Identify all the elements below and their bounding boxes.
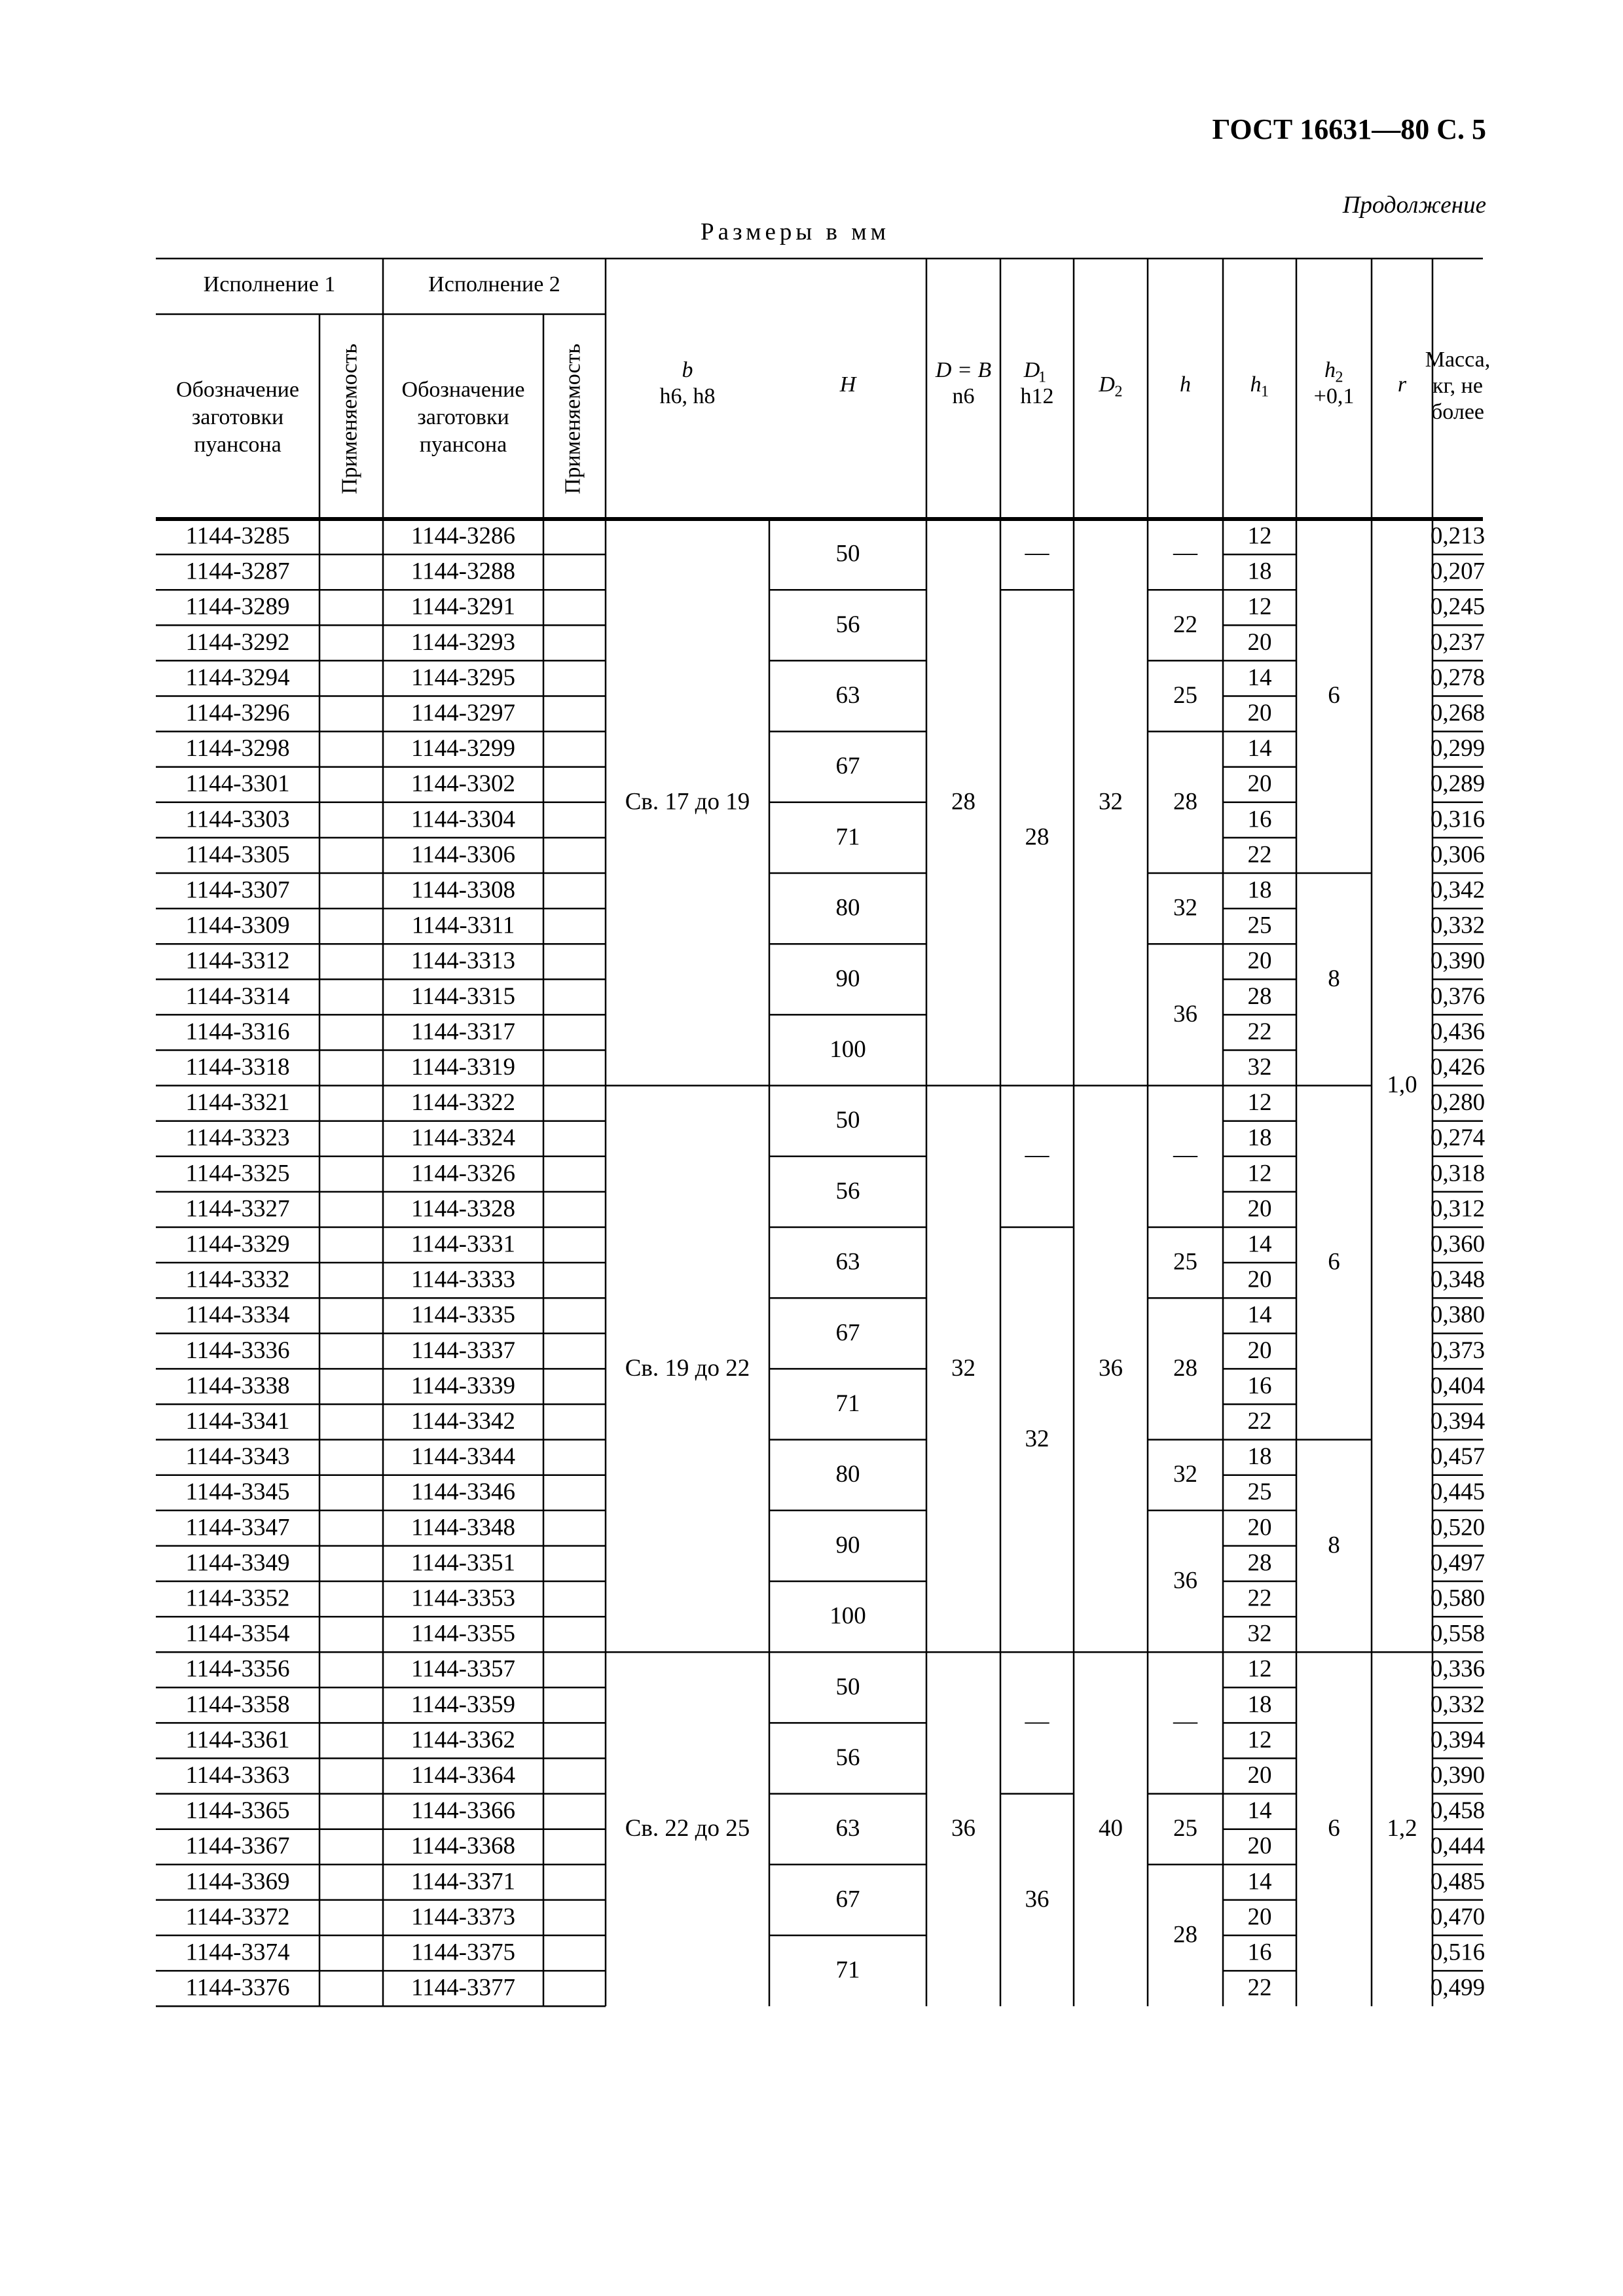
exec1-designation: 1144-3358: [185, 1691, 290, 1718]
h1-value: 14: [1247, 1797, 1272, 1825]
exec2-designation: 1144-3377: [411, 1974, 515, 2001]
mass-value: 0,558: [1430, 1620, 1486, 1647]
header-D2: D: [1099, 372, 1115, 397]
mass-value: 0,394: [1430, 1726, 1486, 1753]
mass-value: 0,497: [1430, 1549, 1486, 1577]
h1-value: 20: [1247, 1903, 1272, 1931]
h1-value: 22: [1247, 1408, 1272, 1435]
exec1-designation: 1144-3309: [185, 912, 290, 939]
h1-value: 12: [1247, 1655, 1272, 1683]
header-designation-1: Обозначение: [176, 377, 299, 402]
h1-value: 20: [1247, 1514, 1272, 1541]
exec1-designation: 1144-3367: [185, 1833, 290, 1860]
h1-value: 32: [1247, 1620, 1272, 1647]
h1-value: 20: [1247, 1762, 1272, 1789]
exec1-designation: 1144-3376: [185, 1974, 290, 2001]
h1-value: 28: [1247, 982, 1272, 1010]
mass-value: 0,274: [1430, 1124, 1486, 1152]
exec1-designation: 1144-3318: [185, 1054, 290, 1081]
exec2-designation: 1144-3315: [411, 982, 515, 1010]
h2-value: 6: [1328, 681, 1340, 709]
h1-value: 20: [1247, 1266, 1272, 1293]
h-value: 22: [1173, 611, 1197, 638]
h1-value: 14: [1247, 735, 1272, 762]
h1-value: 14: [1247, 1301, 1272, 1329]
exec1-designation: 1144-3361: [185, 1726, 290, 1753]
h-value: 28: [1173, 788, 1197, 816]
h1-value: 32: [1247, 1054, 1272, 1081]
exec2-designation: 1144-3357: [411, 1655, 515, 1683]
header-designation-2: Обозначение: [401, 377, 525, 402]
h1-value: 20: [1247, 628, 1272, 656]
h-value: —: [1173, 1707, 1197, 1734]
H-value: 50: [835, 1107, 860, 1134]
exec2-designation: 1144-3362: [411, 1726, 515, 1753]
exec1-designation: 1144-3329: [185, 1230, 290, 1258]
header-D-equals-B: D = B: [935, 357, 992, 382]
header-h: h: [1180, 372, 1191, 397]
h1-value: 12: [1247, 1726, 1272, 1753]
mass-value: 0,237: [1430, 628, 1486, 656]
exec1-designation: 1144-3303: [185, 806, 290, 833]
header-applicability-1: Применяемость: [337, 343, 362, 495]
D1-value: 36: [1025, 1886, 1049, 1913]
exec1-designation: 1144-3354: [185, 1620, 290, 1647]
r-value: 1,2: [1387, 1815, 1417, 1842]
exec1-designation: 1144-3294: [185, 664, 290, 691]
exec2-designation: 1144-3335: [411, 1301, 515, 1329]
DB-value: 28: [951, 788, 976, 816]
mass-value: 0,458: [1430, 1797, 1486, 1825]
h1-value: 16: [1247, 1372, 1272, 1399]
header-b-tolerance: h6, h8: [659, 384, 716, 408]
mass-value: 0,213: [1430, 522, 1486, 550]
exec2-designation: 1144-3295: [411, 664, 515, 691]
mass-value: 0,376: [1430, 982, 1486, 1010]
h1-value: 25: [1247, 1479, 1272, 1506]
mass-value: 0,485: [1430, 1868, 1486, 1895]
exec1-designation: 1144-3365: [185, 1797, 290, 1825]
exec2-designation: 1144-3337: [411, 1336, 515, 1364]
exec1-designation: 1144-3296: [185, 700, 290, 727]
exec1-designation: 1144-3345: [185, 1479, 290, 1506]
H-value: 50: [835, 1673, 860, 1700]
header-h1: h: [1250, 372, 1262, 397]
h1-value: 18: [1247, 1124, 1272, 1152]
mass-value: 0,299: [1430, 735, 1486, 762]
mass-value: 0,342: [1430, 876, 1486, 904]
exec1-designation: 1144-3332: [185, 1266, 290, 1293]
exec1-designation: 1144-3316: [185, 1018, 290, 1045]
exec2-designation: 1144-3339: [411, 1372, 515, 1399]
header-exec2: Исполнение 2: [428, 272, 560, 296]
h1-value: 16: [1247, 1939, 1272, 1966]
exec1-designation: 1144-3323: [185, 1124, 290, 1152]
header-designation-1: заготовки: [191, 404, 284, 429]
H-value: 67: [835, 1886, 860, 1913]
exec1-designation: 1144-3327: [185, 1195, 290, 1223]
h2-value: 8: [1328, 965, 1340, 992]
header-H: H: [839, 372, 856, 397]
mass-value: 0,373: [1430, 1336, 1486, 1364]
mass-value: 0,520: [1430, 1514, 1486, 1541]
h1-value: 22: [1247, 1585, 1272, 1612]
mass-value: 0,499: [1430, 1974, 1486, 2001]
exec2-designation: 1144-3313: [411, 947, 515, 975]
mass-value: 0,332: [1430, 1691, 1486, 1718]
exec2-designation: 1144-3293: [411, 628, 515, 656]
header-applicability-2: Применяемость: [560, 343, 585, 495]
D2-value: 32: [1099, 788, 1123, 816]
exec1-designation: 1144-3292: [185, 628, 290, 656]
mass-value: 0,380: [1430, 1301, 1486, 1329]
exec1-designation: 1144-3338: [185, 1372, 290, 1399]
H-value: 71: [835, 1390, 860, 1417]
h1-value: 12: [1247, 1160, 1272, 1187]
exec2-designation: 1144-3346: [411, 1479, 515, 1506]
mass-value: 0,280: [1430, 1089, 1486, 1117]
mass-value: 0,470: [1430, 1903, 1486, 1931]
exec1-designation: 1144-3356: [185, 1655, 290, 1683]
exec1-designation: 1144-3289: [185, 593, 290, 620]
h2-value: 8: [1328, 1532, 1340, 1559]
DB-value: 36: [951, 1815, 976, 1842]
mass-value: 0,426: [1430, 1054, 1486, 1081]
exec2-designation: 1144-3353: [411, 1585, 515, 1612]
header-r: r: [1397, 372, 1407, 397]
h1-value: 20: [1247, 770, 1272, 798]
D2-value: 40: [1099, 1815, 1123, 1842]
h1-value: 14: [1247, 664, 1272, 691]
h1-value: 18: [1247, 876, 1272, 904]
h-value: 36: [1173, 1000, 1197, 1028]
header-b: b: [682, 357, 693, 382]
D1-value: 28: [1025, 823, 1049, 851]
exec2-designation: 1144-3326: [411, 1160, 515, 1187]
exec2-designation: 1144-3348: [411, 1514, 515, 1541]
h-value: 36: [1173, 1567, 1197, 1594]
exec2-designation: 1144-3302: [411, 770, 515, 798]
h-value: 28: [1173, 1921, 1197, 1948]
h1-value: 25: [1247, 912, 1272, 939]
h-value: 32: [1173, 1461, 1197, 1488]
D1-value: —: [1025, 1141, 1049, 1168]
sizes-caption: Размеры в мм: [701, 219, 890, 245]
exec1-designation: 1144-3347: [185, 1514, 290, 1541]
h1-value: 22: [1247, 1018, 1272, 1045]
header-D1-tolerance: h12: [1020, 384, 1054, 408]
h-value: —: [1173, 1141, 1197, 1168]
H-value: 56: [835, 1744, 860, 1771]
header-h2-subscript: 2: [1335, 368, 1343, 386]
exec1-designation: 1144-3349: [185, 1549, 290, 1577]
exec1-designation: 1144-3352: [185, 1585, 290, 1612]
exec1-designation: 1144-3301: [185, 770, 290, 798]
mass-value: 0,306: [1430, 841, 1486, 869]
H-value: 100: [830, 1035, 866, 1063]
h-value: 25: [1173, 1815, 1197, 1842]
h1-value: 20: [1247, 700, 1272, 727]
D1-value: 32: [1025, 1426, 1049, 1453]
exec1-designation: 1144-3372: [185, 1903, 290, 1931]
h-value: 25: [1173, 681, 1197, 709]
H-value: 90: [835, 1532, 860, 1559]
H-value: 56: [835, 611, 860, 638]
H-value: 63: [835, 1815, 860, 1842]
D1-value: —: [1025, 1707, 1049, 1734]
header-D1-subscript: 1: [1038, 368, 1046, 386]
H-value: 67: [835, 1319, 860, 1346]
header-h1-subscript: 1: [1261, 383, 1269, 401]
DB-value: 32: [951, 1354, 976, 1382]
mass-value: 0,278: [1430, 664, 1486, 691]
mass-value: 0,360: [1430, 1230, 1486, 1258]
exec1-designation: 1144-3336: [185, 1336, 290, 1364]
exec2-designation: 1144-3299: [411, 735, 515, 762]
exec1-designation: 1144-3325: [185, 1160, 290, 1187]
mass-value: 0,316: [1430, 806, 1486, 833]
H-value: 63: [835, 1248, 860, 1276]
header-designation-2: заготовки: [417, 404, 509, 429]
mass-value: 0,318: [1430, 1160, 1486, 1187]
exec2-designation: 1144-3371: [411, 1868, 515, 1895]
exec2-designation: 1144-3288: [411, 558, 515, 585]
h2-value: 6: [1328, 1815, 1340, 1842]
h1-value: 14: [1247, 1230, 1272, 1258]
exec2-designation: 1144-3286: [411, 522, 515, 550]
h1-value: 16: [1247, 806, 1272, 833]
mass-value: 0,268: [1430, 700, 1486, 727]
exec2-designation: 1144-3359: [411, 1691, 515, 1718]
h1-value: 12: [1247, 593, 1272, 620]
continuation-label: Продолжение: [1342, 192, 1486, 219]
header-D1: D: [1023, 357, 1040, 382]
header-mass: Масса,: [1425, 347, 1491, 372]
exec1-designation: 1144-3374: [185, 1939, 290, 1966]
H-value: 56: [835, 1177, 860, 1205]
exec2-designation: 1144-3306: [411, 841, 515, 869]
H-value: 100: [830, 1602, 866, 1630]
exec1-designation: 1144-3341: [185, 1408, 290, 1435]
h1-value: 20: [1247, 1336, 1272, 1364]
H-value: 80: [835, 894, 860, 922]
H-value: 67: [835, 753, 860, 780]
exec1-designation: 1144-3307: [185, 876, 290, 904]
mass-value: 0,457: [1430, 1443, 1486, 1471]
exec1-designation: 1144-3334: [185, 1301, 290, 1329]
exec2-designation: 1144-3368: [411, 1833, 515, 1860]
H-value: 71: [835, 823, 860, 851]
mass-value: 0,516: [1430, 1939, 1486, 1966]
exec2-designation: 1144-3328: [411, 1195, 515, 1223]
exec2-designation: 1144-3308: [411, 876, 515, 904]
header-mass: более: [1431, 399, 1484, 424]
exec1-designation: 1144-3321: [185, 1089, 290, 1117]
mass-value: 0,444: [1430, 1833, 1486, 1860]
mass-value: 0,336: [1430, 1655, 1486, 1683]
exec2-designation: 1144-3331: [411, 1230, 515, 1258]
exec1-designation: 1144-3298: [185, 735, 290, 762]
exec2-designation: 1144-3319: [411, 1054, 515, 1081]
mass-value: 0,394: [1430, 1408, 1486, 1435]
mass-value: 0,445: [1430, 1479, 1486, 1506]
exec2-designation: 1144-3304: [411, 806, 515, 833]
h1-value: 12: [1247, 1089, 1272, 1117]
H-value: 90: [835, 965, 860, 992]
h1-value: 22: [1247, 1974, 1272, 2001]
exec2-designation: 1144-3322: [411, 1089, 515, 1117]
h1-value: 14: [1247, 1868, 1272, 1895]
exec2-designation: 1144-3355: [411, 1620, 515, 1647]
exec1-designation: 1144-3312: [185, 947, 290, 975]
mass-value: 0,289: [1430, 770, 1486, 798]
h1-value: 28: [1247, 1549, 1272, 1577]
mass-value: 0,404: [1430, 1372, 1486, 1399]
h-value: —: [1173, 539, 1197, 566]
h1-value: 20: [1247, 947, 1272, 975]
h-value: 25: [1173, 1248, 1197, 1276]
b-value: Св. 22 до 25: [625, 1815, 750, 1842]
mass-value: 0,207: [1430, 558, 1486, 585]
mass-value: 0,390: [1430, 1762, 1486, 1789]
header-designation-2: пуансона: [419, 432, 507, 457]
h1-value: 20: [1247, 1833, 1272, 1860]
exec2-designation: 1144-3342: [411, 1408, 515, 1435]
exec1-designation: 1144-3369: [185, 1868, 290, 1895]
mass-value: 0,332: [1430, 912, 1486, 939]
exec2-designation: 1144-3333: [411, 1266, 515, 1293]
header-h2: h: [1324, 357, 1336, 382]
D1-value: —: [1025, 539, 1049, 566]
exec1-designation: 1144-3287: [185, 558, 290, 585]
header-exec1: Исполнение 1: [203, 272, 336, 296]
h1-value: 18: [1247, 558, 1272, 585]
H-value: 63: [835, 681, 860, 709]
h-value: 32: [1173, 894, 1197, 922]
b-value: Св. 19 до 22: [625, 1354, 750, 1382]
exec2-designation: 1144-3375: [411, 1939, 515, 1966]
H-value: 80: [835, 1461, 860, 1488]
exec1-designation: 1144-3305: [185, 841, 290, 869]
exec2-designation: 1144-3317: [411, 1018, 515, 1045]
mass-value: 0,312: [1430, 1195, 1486, 1223]
D2-value: 36: [1099, 1354, 1123, 1382]
exec2-designation: 1144-3351: [411, 1549, 515, 1577]
exec2-designation: 1144-3324: [411, 1124, 515, 1152]
mass-value: 0,580: [1430, 1585, 1486, 1612]
exec2-designation: 1144-3373: [411, 1903, 515, 1931]
header-D2-subscript: 2: [1114, 383, 1123, 401]
header-mass: кг, не: [1432, 373, 1483, 398]
h1-value: 12: [1247, 522, 1272, 550]
exec2-designation: 1144-3364: [411, 1762, 515, 1789]
mass-value: 0,348: [1430, 1266, 1486, 1293]
h-value: 28: [1173, 1354, 1197, 1382]
r-value: 1,0: [1387, 1071, 1417, 1099]
exec1-designation: 1144-3343: [185, 1443, 290, 1471]
exec2-designation: 1144-3297: [411, 700, 515, 727]
header-h2-tolerance: +0,1: [1313, 384, 1355, 408]
mass-value: 0,390: [1430, 947, 1486, 975]
exec1-designation: 1144-3314: [185, 982, 290, 1010]
exec2-designation: 1144-3311: [411, 912, 515, 939]
page-header: ГОСТ 16631—80 С. 5: [1212, 113, 1486, 145]
header-DB-tolerance: n6: [952, 384, 975, 408]
header-designation-1: пуансона: [194, 432, 282, 457]
exec2-designation: 1144-3291: [411, 593, 515, 620]
h1-value: 18: [1247, 1691, 1272, 1718]
h1-value: 18: [1247, 1443, 1272, 1471]
H-value: 71: [835, 1956, 860, 1984]
b-value: Св. 17 до 19: [625, 788, 750, 816]
mass-value: 0,436: [1430, 1018, 1486, 1045]
mass-value: 0,245: [1430, 593, 1486, 620]
exec2-designation: 1144-3366: [411, 1797, 515, 1825]
H-value: 50: [835, 540, 860, 567]
h1-value: 20: [1247, 1195, 1272, 1223]
h1-value: 22: [1247, 841, 1272, 869]
exec1-designation: 1144-3363: [185, 1762, 290, 1789]
exec1-designation: 1144-3285: [185, 522, 290, 550]
exec2-designation: 1144-3344: [411, 1443, 515, 1471]
h2-value: 6: [1328, 1248, 1340, 1276]
